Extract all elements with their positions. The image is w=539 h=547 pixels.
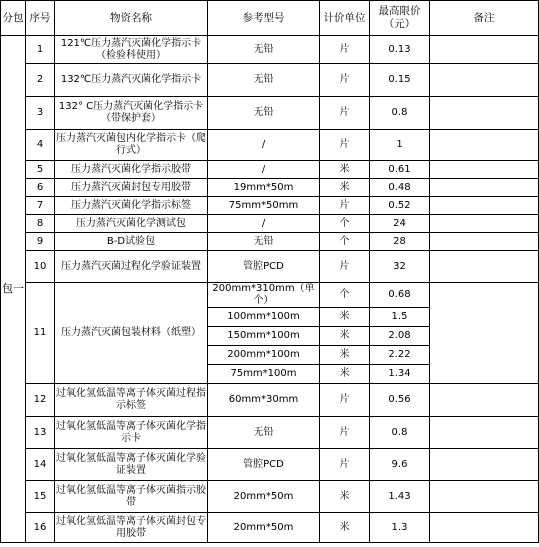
- seq-cell: 3: [26, 97, 55, 130]
- model-cell: 100mm*100m: [208, 308, 320, 327]
- seq-cell: 5: [26, 161, 55, 179]
- note-cell: [430, 283, 539, 384]
- package-cell: 包一: [1, 36, 26, 543]
- price-cell: 0.13: [370, 36, 430, 64]
- model-cell: 无铅: [208, 417, 320, 449]
- price-cell: 1.5: [370, 308, 430, 327]
- note-cell: [430, 179, 539, 197]
- price-cell: 0.15: [370, 64, 430, 97]
- header-unit: 计价单位: [320, 1, 370, 36]
- unit-cell: 个: [320, 233, 370, 251]
- table-row: [1, 513, 539, 543]
- seq-cell: 9: [26, 233, 55, 251]
- price-cell: 0.56: [370, 384, 430, 417]
- unit-cell: 米: [320, 327, 370, 346]
- name-cell: 压力蒸汽灭菌过程化学验证装置: [55, 251, 208, 283]
- price-cell: 24: [370, 215, 430, 233]
- header-name: 物资名称: [55, 1, 208, 36]
- note-cell: [430, 233, 539, 251]
- table-row: [1, 130, 539, 161]
- model-cell: 60mm*30mm: [208, 384, 320, 417]
- name-cell: 过氧化氢低温等离子体灭菌封包专用胶带: [55, 513, 208, 543]
- note-cell: [430, 130, 539, 161]
- table-row: [1, 283, 539, 308]
- name-cell: 压力蒸汽灭菌化学测试包: [55, 215, 208, 233]
- header-model: 参考型号: [208, 1, 320, 36]
- unit-cell: 个: [320, 283, 370, 308]
- note-cell: [430, 449, 539, 481]
- model-cell: 管腔PCD: [208, 449, 320, 481]
- header-seq: 序号: [26, 1, 55, 36]
- note-cell: [430, 384, 539, 417]
- price-cell: 1.3: [370, 513, 430, 543]
- table-row: [1, 36, 539, 64]
- price-cell: 0.52: [370, 197, 430, 215]
- price-cell: 1.34: [370, 365, 430, 384]
- name-cell: 压力蒸汽灭菌包内化学指示卡（爬行式）: [55, 130, 208, 161]
- price-cell: 0.48: [370, 179, 430, 197]
- price-cell: 28: [370, 233, 430, 251]
- header-package: 分包: [1, 1, 26, 36]
- note-cell: [430, 481, 539, 513]
- unit-cell: 片: [320, 417, 370, 449]
- name-cell: 过氧化氢低温等离子体灭菌指示胶带: [55, 481, 208, 513]
- price-cell: 0.8: [370, 417, 430, 449]
- price-cell: 2.08: [370, 327, 430, 346]
- seq-cell: 1: [26, 36, 55, 64]
- price-cell: 0.61: [370, 161, 430, 179]
- unit-cell: 米: [320, 308, 370, 327]
- note-cell: [430, 161, 539, 179]
- table-row: [1, 251, 539, 283]
- name-cell: 121℃压力蒸汽灭菌化学指示卡（检验科使用）: [55, 36, 208, 64]
- name-cell: 过氧化氢低温等离子体灭菌化学验证装置: [55, 449, 208, 481]
- table-row: [1, 179, 539, 197]
- table-row: [1, 384, 539, 417]
- price-cell: 1: [370, 130, 430, 161]
- name-cell: B-D试验包: [55, 233, 208, 251]
- model-cell: 无铅: [208, 233, 320, 251]
- header-price: 最高限价（元）: [370, 1, 430, 36]
- model-cell: 无铅: [208, 64, 320, 97]
- unit-cell: 米: [320, 365, 370, 384]
- note-cell: [430, 513, 539, 543]
- model-cell: /: [208, 161, 320, 179]
- note-cell: [430, 197, 539, 215]
- name-cell: 压力蒸汽灭菌化学指示胶带: [55, 161, 208, 179]
- header-row: [1, 1, 539, 36]
- unit-cell: 米: [320, 179, 370, 197]
- seq-cell: 14: [26, 449, 55, 481]
- unit-cell: 米: [320, 481, 370, 513]
- table-row: [1, 215, 539, 233]
- unit-cell: 片: [320, 36, 370, 64]
- model-cell: 19mm*50m: [208, 179, 320, 197]
- unit-cell: 米: [320, 161, 370, 179]
- model-cell: 75mm*50mm: [208, 197, 320, 215]
- table-row: [1, 417, 539, 449]
- table-row: [1, 197, 539, 215]
- unit-cell: 米: [320, 346, 370, 365]
- seq-cell: 16: [26, 513, 55, 543]
- seq-cell: 12: [26, 384, 55, 417]
- seq-cell: 2: [26, 64, 55, 97]
- model-cell: 75mm*100m: [208, 365, 320, 384]
- model-cell: 20mm*50m: [208, 481, 320, 513]
- table-row: [1, 161, 539, 179]
- price-cell: 0.68: [370, 283, 430, 308]
- model-cell: 150mm*100m: [208, 327, 320, 346]
- price-cell: 1.43: [370, 481, 430, 513]
- unit-cell: 片: [320, 64, 370, 97]
- note-cell: [430, 36, 539, 64]
- table-row: [1, 233, 539, 251]
- model-cell: /: [208, 130, 320, 161]
- seq-cell: 11: [26, 283, 55, 384]
- model-cell: 20mm*50m: [208, 513, 320, 543]
- unit-cell: 片: [320, 251, 370, 283]
- table-row: [1, 97, 539, 130]
- model-cell: /: [208, 215, 320, 233]
- unit-cell: 片: [320, 130, 370, 161]
- name-cell: 132° C压力蒸汽灭菌化学指示卡（带保护套）: [55, 97, 208, 130]
- price-cell: 2.22: [370, 346, 430, 365]
- table-row: [1, 481, 539, 513]
- name-cell: 132℃压力蒸汽灭菌化学指示卡: [55, 64, 208, 97]
- name-cell: 过氧化氢低温等离子体灭菌过程指示标签: [55, 384, 208, 417]
- seq-cell: 7: [26, 197, 55, 215]
- seq-cell: 6: [26, 179, 55, 197]
- table-row: [1, 64, 539, 97]
- note-cell: [430, 97, 539, 130]
- price-cell: 9.6: [370, 449, 430, 481]
- seq-cell: 4: [26, 130, 55, 161]
- unit-cell: 片: [320, 97, 370, 130]
- seq-cell: 15: [26, 481, 55, 513]
- unit-cell: 片: [320, 449, 370, 481]
- model-cell: 200mm*310mm（单个）: [208, 283, 320, 308]
- model-cell: 200mm*100m: [208, 346, 320, 365]
- model-cell: 无铅: [208, 36, 320, 64]
- seq-cell: 8: [26, 215, 55, 233]
- note-cell: [430, 215, 539, 233]
- note-cell: [430, 64, 539, 97]
- unit-cell: 个: [320, 215, 370, 233]
- unit-cell: 片: [320, 384, 370, 417]
- table-row: [1, 449, 539, 481]
- unit-cell: 米: [320, 513, 370, 543]
- price-cell: 32: [370, 251, 430, 283]
- note-cell: [430, 417, 539, 449]
- name-cell: 压力蒸汽灭菌包装材料（纸塑）: [55, 283, 208, 384]
- seq-cell: 10: [26, 251, 55, 283]
- note-cell: [430, 251, 539, 283]
- header-note: 备注: [430, 1, 539, 36]
- name-cell: 压力蒸汽灭菌封包专用胶带: [55, 179, 208, 197]
- unit-cell: 片: [320, 197, 370, 215]
- name-cell: 过氧化氢低温等离子体灭菌化学指示卡: [55, 417, 208, 449]
- name-cell: 压力蒸汽灭菌化学指示标签: [55, 197, 208, 215]
- price-cell: 0.8: [370, 97, 430, 130]
- model-cell: 无铅: [208, 97, 320, 130]
- model-cell: 管腔PCD: [208, 251, 320, 283]
- seq-cell: 13: [26, 417, 55, 449]
